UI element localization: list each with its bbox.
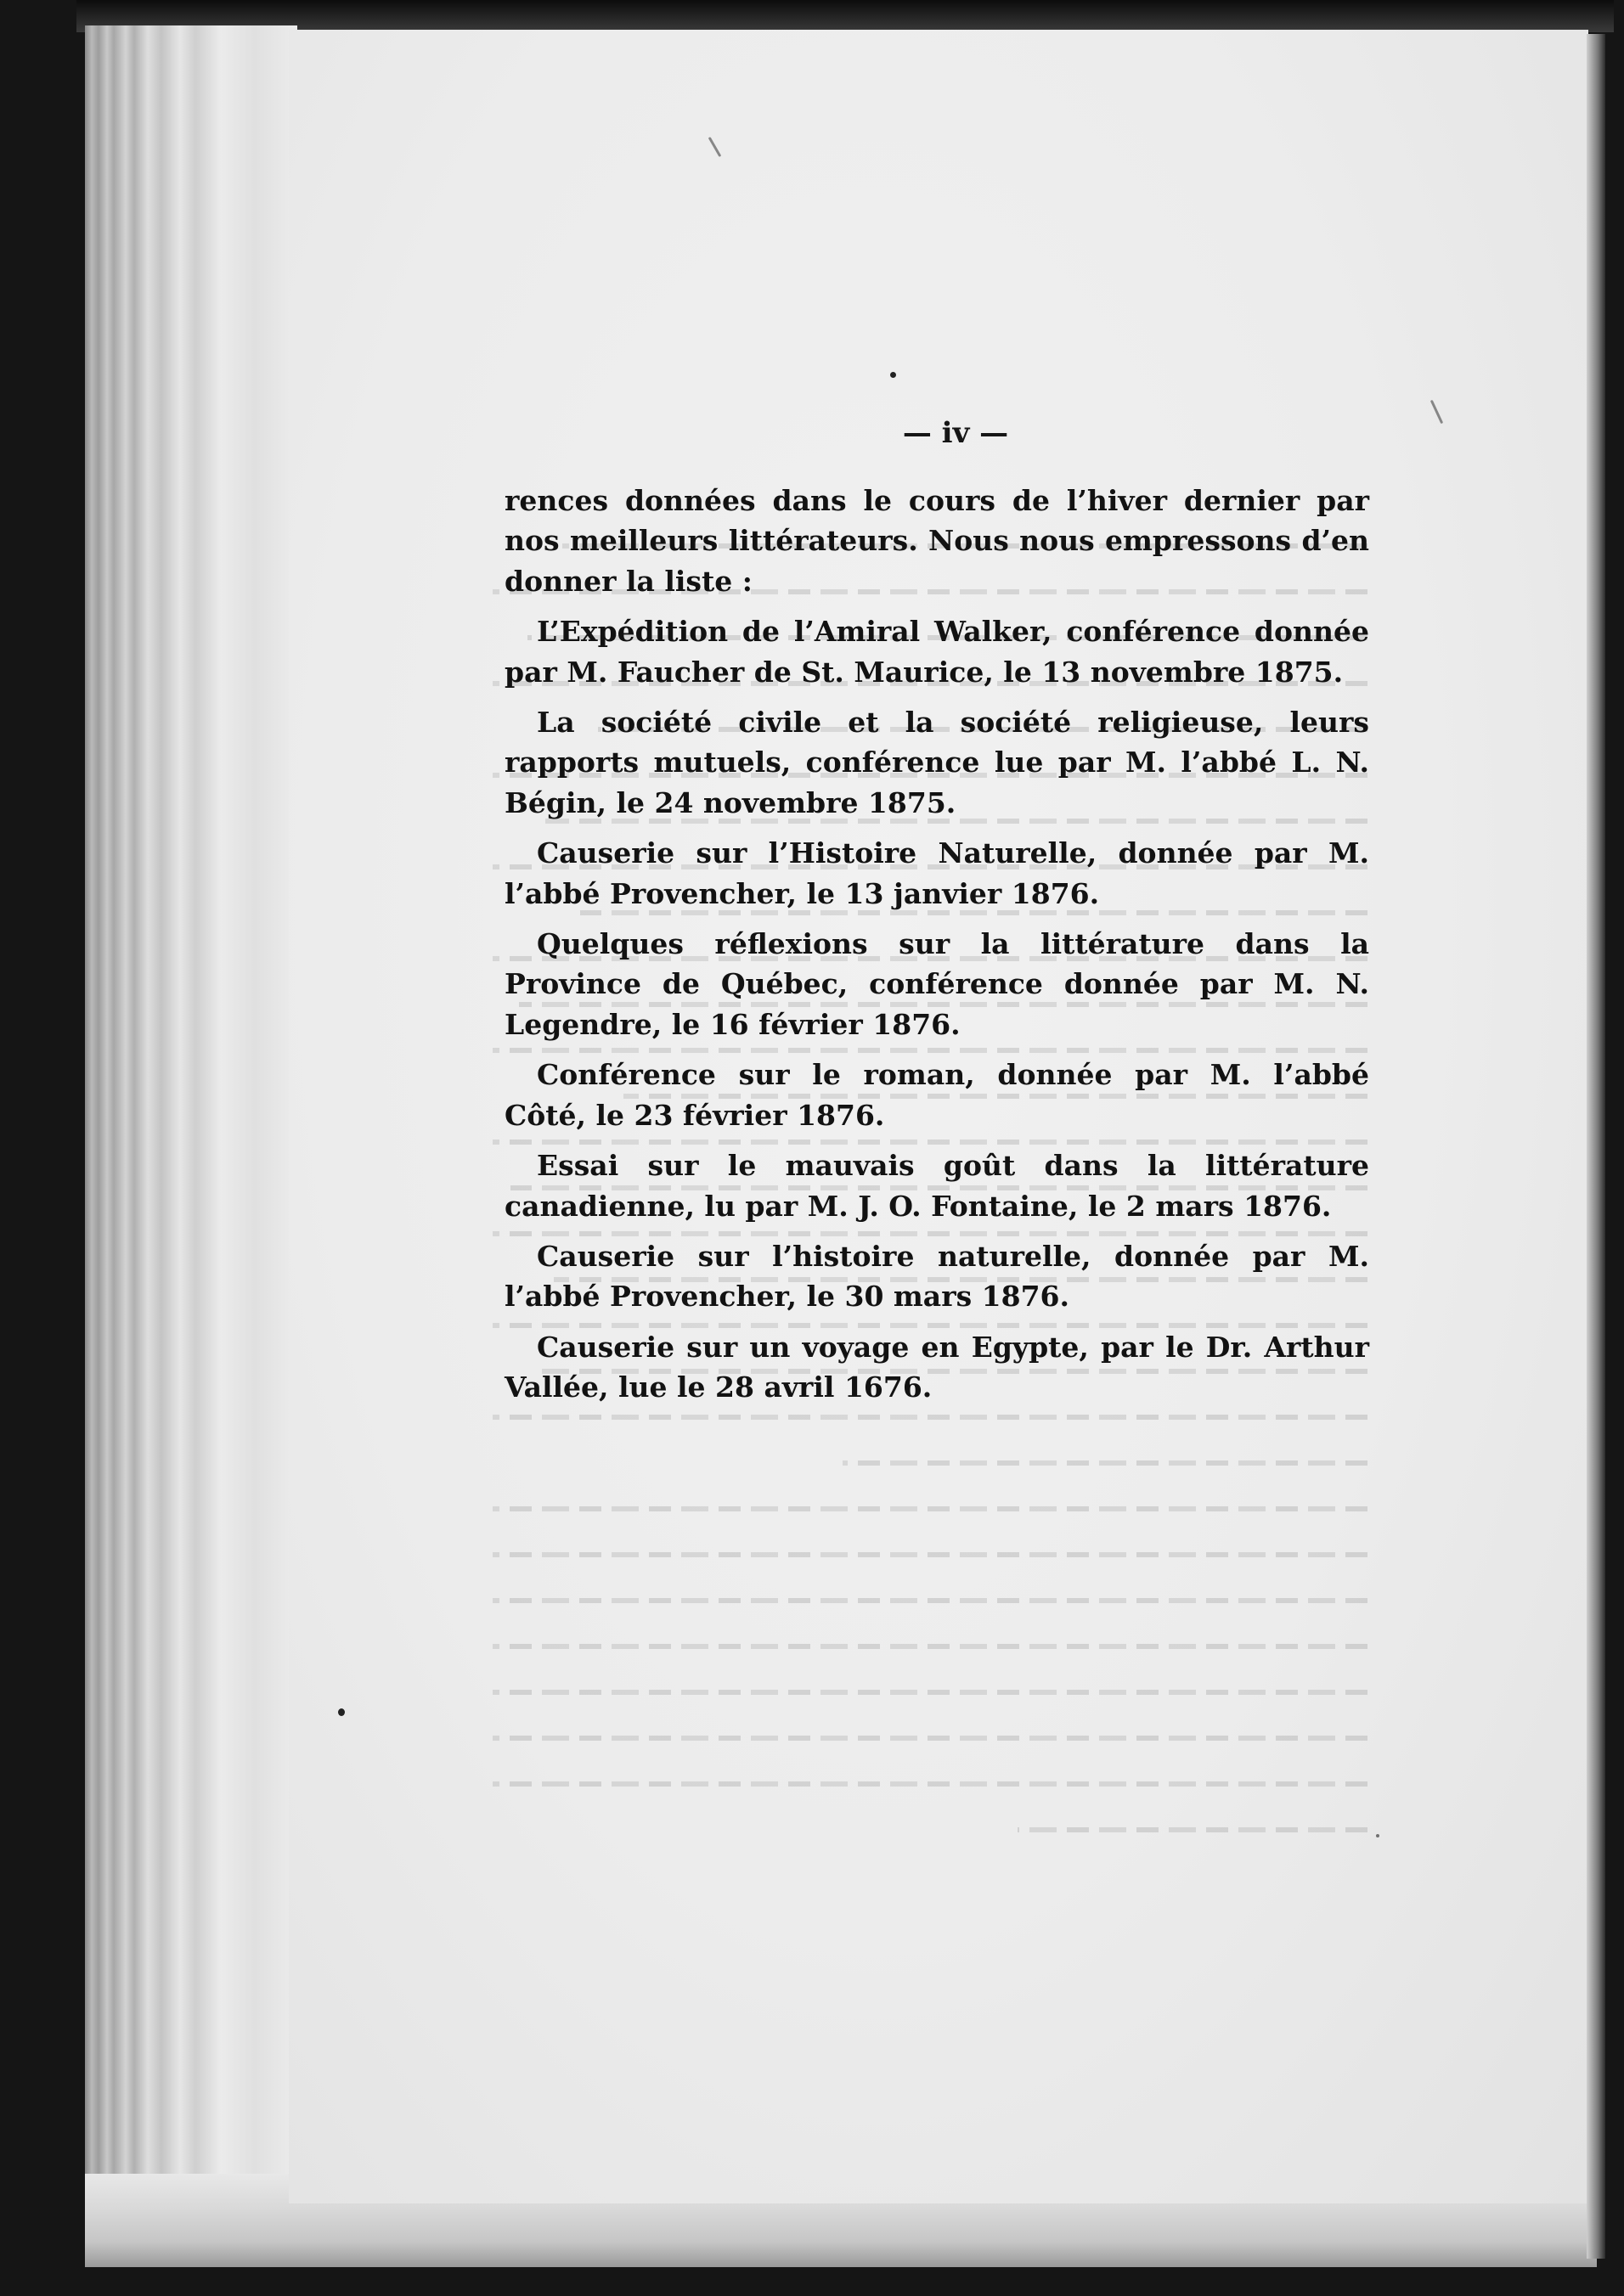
scanner-top-shadow [76,0,1614,32]
list-item: La société civile et la société religieuse, leurs rapports mutuels, conférence lue par M. l’abbé L. N. Bégin, le 24 novembre 1875. [505,706,1369,819]
list-item: L’Expédition de l’Amiral Walker, conférence donnée par M. Faucher de St. Maurice, le 13 novembre 1875. [505,615,1369,689]
dust-speck [1376,1834,1379,1837]
dust-speck [338,1708,345,1716]
page-number: — iv — [902,416,1009,450]
paragraph-intro: rences données dans le cours de l’hiver dernier par nos meilleurs littérateurs. Nous nous empressons d’en donner la liste : [505,484,1369,598]
list-item: Causerie sur l’histoire naturelle, donnée par M. l’abbé Provencher, le 30 mars 1876. [505,1239,1369,1314]
list-item: Causerie sur un voyage en Egypte, par le Dr. Arthur Vallée, lue le 28 avril 1676. [505,1330,1369,1404]
list-item: Conférence sur le roman, donnée par M. l’abbé Côté, le 23 février 1876. [505,1058,1369,1132]
list-item: Essai sur le mauvais goût dans la littérature canadienne, lu par M. J. O. Fontaine, le 2 mars 1876. [505,1149,1369,1223]
dust-speck [890,372,896,378]
body-text [505,481,1369,1418]
list-item: Quelques réflexions sur la littérature dans la Province de Québec, conférence donnée par M. N. Legendre, le 16 février 1876. [505,927,1369,1041]
page-right-edge-shadow [1587,34,1605,2259]
stacked-page-edges [85,25,297,2267]
list-item: Causerie sur l’Histoire Naturelle, donnée par M. l’abbé Provencher, le 13 janvier 1876. [505,836,1369,910]
